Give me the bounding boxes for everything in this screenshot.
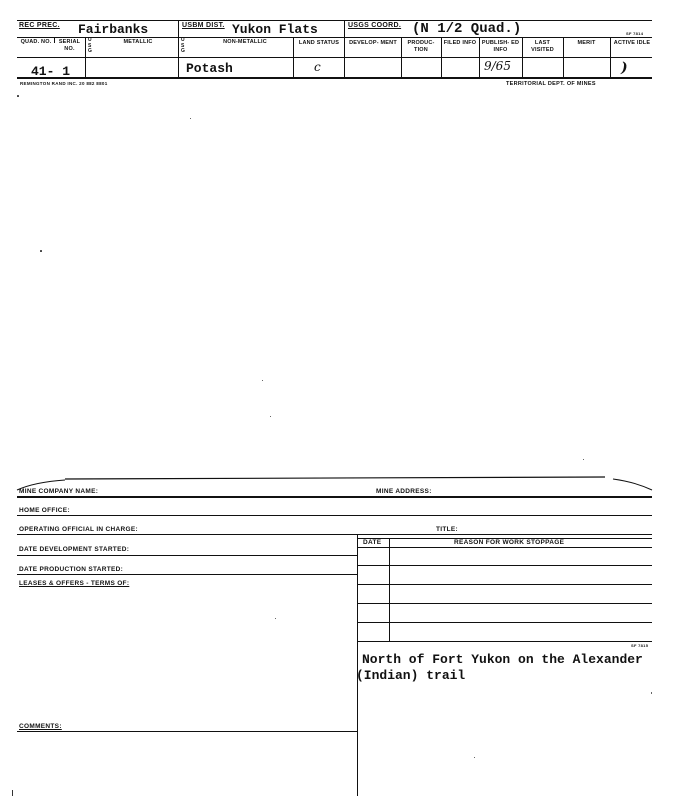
col-usgs-left: U S G [88,37,93,54]
date-development-label: DATE DEVELOPMENT STARTED: [19,546,130,553]
row1-divider-2 [344,20,345,37]
col-divider-prod [441,37,442,77]
speck [40,250,42,252]
col-divider-filed [479,37,480,77]
speck [651,692,652,694]
speck [190,118,191,119]
note-line-1: North of Fort Yukon on the Alexander [362,652,643,667]
row1-divider-1 [178,20,179,37]
col-quad-no: QUAD. NO. [20,39,52,45]
speck [270,416,271,417]
top-card-line-4 [17,77,652,79]
col-serial-no: SERIAL NO. [58,39,81,52]
top-card-line-2 [17,37,652,38]
bc-line-2 [17,515,652,516]
bc-center-divider [357,534,358,796]
bc-line-5 [17,574,357,575]
top-card-line-1 [17,20,652,21]
col-merit: MERIT [577,40,596,46]
col-divider-metallic [178,37,179,77]
comments-label: COMMENTS: [19,723,62,730]
col-divider-develop [401,37,402,77]
col-land-status: LAND STATUS [298,40,340,46]
title-label: TITLE: [436,526,459,533]
top-card-line-3 [17,57,652,58]
operating-official-label: OPERATING OFFICIAL IN CHARGE: [19,526,138,533]
speck [275,618,276,619]
col-non-metallic: NON-METALLIC [223,39,267,45]
col-production: PRODUC- TION [407,40,435,53]
col-last-visited: LAST VISITED [531,40,554,53]
speck [583,459,584,460]
stoppage-row-1 [357,565,652,566]
speck [12,790,13,796]
speck [262,380,263,381]
non-metallic-value: Potash [186,61,233,76]
rec-prec-label: REC PREC. [19,22,60,29]
active-idle-value: ) [621,60,628,76]
stoppage-line-header [357,547,652,548]
bc-line-3 [17,534,652,535]
col-divider-nonmetallic [293,37,294,77]
col-divider-published [522,37,523,77]
mine-address-label: MINE ADDRESS: [376,488,432,495]
stoppage-row-5 [357,641,652,642]
card-top-edge [15,470,655,495]
usbm-dist-label: USBM DIST. [182,22,225,29]
col-usgs-right: U S G [181,37,186,54]
bc-line-1 [17,496,652,498]
quad-serial-value: 41- 1 [31,64,71,79]
published-info-value: 9/65 [484,59,511,73]
date-production-label: DATE PRODUCTION STARTED: [19,566,124,573]
speck [17,95,19,97]
form-number-bottom: SF 7815 [631,643,649,648]
bc-line-comments [17,731,357,732]
stoppage-row-2 [357,584,652,585]
leases-label: LEASES & OFFERS - TERMS OF: [19,580,130,587]
usgs-coord-label: USGS COORD. [348,22,402,29]
rec-prec-value: Fairbanks [78,22,149,37]
stoppage-row-3 [357,603,652,604]
stoppage-reason-header: REASON FOR WORK STOPPAGE [454,539,565,546]
home-office-label: HOME OFFICE: [19,507,70,514]
usgs-coord-value: (N 1/2 Quad.) [412,21,522,37]
col-divider-serial [85,37,86,77]
stoppage-row-4 [357,622,652,623]
col-divider-last [563,37,564,77]
col-divider-land [344,37,345,77]
footer-printer: REMINGTON RAND INC. 20 882 8801 [20,81,108,86]
land-status-value: c [314,60,321,74]
form-number-top: SF 7814 [626,31,644,36]
col-divider-merit [610,37,611,77]
col-filed-info: FILED INFO [443,40,477,46]
bc-line-4 [17,555,357,556]
col-development: DEVELOP- MENT [349,40,397,46]
footer-department: TERRITORIAL DEPT. OF MINES [506,81,596,87]
note-line-2: (Indian) trail [356,668,466,683]
stoppage-date-divider [389,538,390,641]
speck [474,757,475,758]
mine-company-name-label: MINE COMPANY NAME: [19,488,99,495]
stoppage-date-header: DATE [363,539,382,546]
col-metallic: METALLIC [123,39,153,45]
col-published-info: PUBLISH- ED INFO [481,40,520,53]
usbm-dist-value: Yukon Flats [232,22,318,37]
col-active-idle: ACTIVE IDLE [613,40,651,46]
